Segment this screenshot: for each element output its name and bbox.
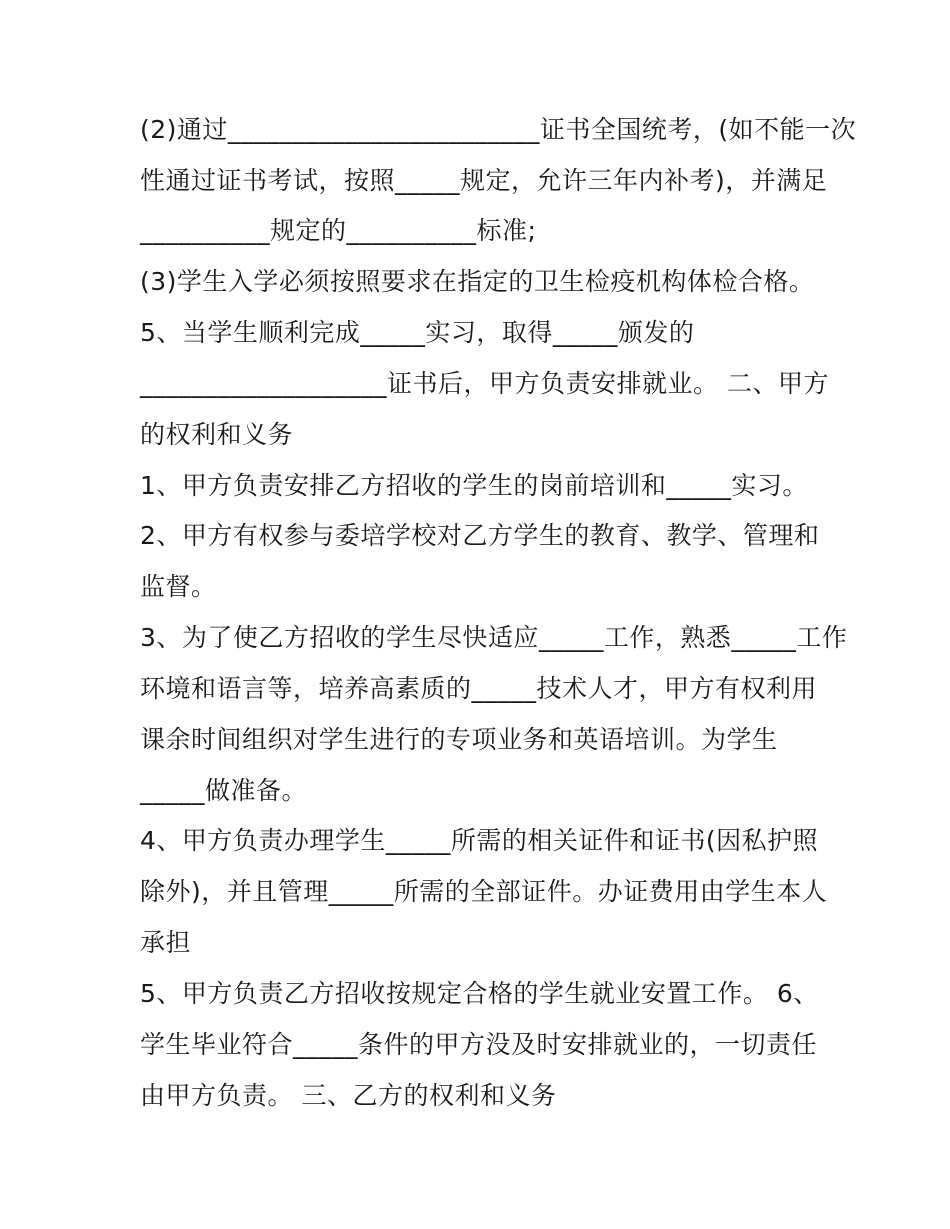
text-line: 2、甲方有权参与委培学校对乙方学生的教育、教学、管理和 — [140, 521, 820, 550]
text-line: 环境和语言等，培养高素质的_____技术人才，甲方有权利用 — [140, 674, 818, 703]
text-line: 课余时间组织对学生进行的专项业务和英语培训。为学生 — [140, 725, 778, 754]
text-line: 1、甲方负责安排乙方招收的学生的岗前培训和_____实习。 — [140, 471, 808, 500]
text-line: 除外)，并且管理_____所需的全部证件。办证费用由学生本人 — [140, 877, 828, 906]
text-line: 4、甲方负责办理学生_____所需的相关证件和证书(因私护照 — [140, 826, 819, 855]
text-line: (3)学生入学必须按照要求在指定的卫生检疫机构体检合格。 — [140, 267, 815, 296]
text-line: 监督。 — [140, 572, 217, 601]
text-line: _____做准备。 — [140, 776, 308, 805]
text-line: 学生毕业符合_____条件的甲方没及时安排就业的，一切责任 — [140, 1030, 818, 1059]
text-line: 5、当学生顺利完成_____实习，取得_____颁发的 — [140, 318, 695, 347]
text-line: 的权利和义务 — [140, 420, 294, 449]
text-line: 承担 — [140, 928, 192, 957]
text-line: (2)通过________________________证书全国统考，(如不能一次 — [140, 115, 857, 144]
text-line: 3、为了使乙方招收的学生尽快适应_____工作，熟悉_____工作 — [140, 623, 848, 652]
text-line: ___________________证书后，甲方负责安排就业。 二、甲方 — [140, 369, 829, 398]
text-line: 由甲方负责。 三、乙方的权利和义务 — [140, 1081, 557, 1110]
text-line: 性通过证书考试，按照_____规定，允许三年内补考)，并满足 — [140, 166, 828, 195]
text-line: __________规定的__________标准; — [140, 216, 537, 245]
text-line: 5、甲方负责乙方招收按规定合格的学生就业安置工作。 6、 — [140, 979, 819, 1008]
